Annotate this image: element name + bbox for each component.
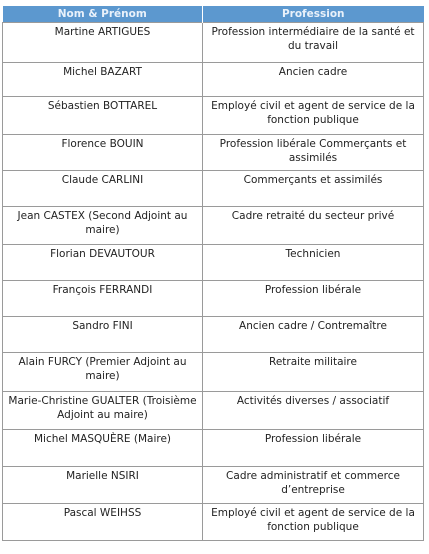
table-row [3, 467, 424, 504]
header-profession: Profession [203, 6, 424, 23]
table-row [3, 207, 424, 245]
table-row [3, 63, 424, 97]
member-profession: Employé civil et agent de service de la fonction publique [203, 97, 424, 135]
table-row [3, 504, 424, 541]
council-members-table [2, 6, 424, 541]
member-name: Claude CARLINI [3, 171, 203, 207]
member-profession: Profession libérale Commerçants et assimilés [203, 135, 424, 171]
table-row [3, 245, 424, 281]
table-row [3, 171, 424, 207]
member-name: Florian DEVAUTOUR [3, 245, 203, 281]
member-profession: Technicien [203, 245, 424, 281]
header-name: Nom & Prénom [3, 6, 203, 23]
member-name: Pascal WEIHSS [3, 504, 203, 541]
table-row [3, 392, 424, 430]
member-name: Alain FURCY (Premier Adjoint au maire) [3, 353, 203, 392]
member-name: Sébastien BOTTAREL [3, 97, 203, 135]
member-profession: Profession intermédiaire de la santé et du travail [203, 23, 424, 63]
member-profession: Cadre retraité du secteur privé [203, 207, 424, 245]
member-name: Marie-Christine GUALTER (Troisième Adjoint au maire) [3, 392, 203, 430]
table-row [3, 430, 424, 467]
member-name: François FERRANDI [3, 281, 203, 317]
table-row [3, 135, 424, 171]
member-profession: Retraite militaire [203, 353, 424, 392]
member-profession: Cadre administratif et commerce d’entreprise [203, 467, 424, 504]
table-header-row [3, 6, 424, 23]
member-profession: Ancien cadre / Contremaître [203, 317, 424, 353]
member-name: Jean CASTEX (Second Adjoint au maire) [3, 207, 203, 245]
member-name: Florence BOUIN [3, 135, 203, 171]
member-profession: Employé civil et agent de service de la fonction publique [203, 504, 424, 541]
member-name: Michel BAZART [3, 63, 203, 97]
member-profession: Activités diverses / associatif [203, 392, 424, 430]
member-profession: Ancien cadre [203, 63, 424, 97]
member-profession: Profession libérale [203, 281, 424, 317]
table-row [3, 317, 424, 353]
member-profession: Profession libérale [203, 430, 424, 467]
member-name: Michel MASQUÈRE (Maire) [3, 430, 203, 467]
table-row [3, 353, 424, 392]
member-name: Marielle NSIRI [3, 467, 203, 504]
member-name: Martine ARTIGUES [3, 23, 203, 63]
table-row [3, 97, 424, 135]
council-members-table-wrapper [2, 6, 423, 541]
member-name: Sandro FINI [3, 317, 203, 353]
table-row [3, 23, 424, 63]
table-row [3, 281, 424, 317]
member-profession: Commerçants et assimilés [203, 171, 424, 207]
